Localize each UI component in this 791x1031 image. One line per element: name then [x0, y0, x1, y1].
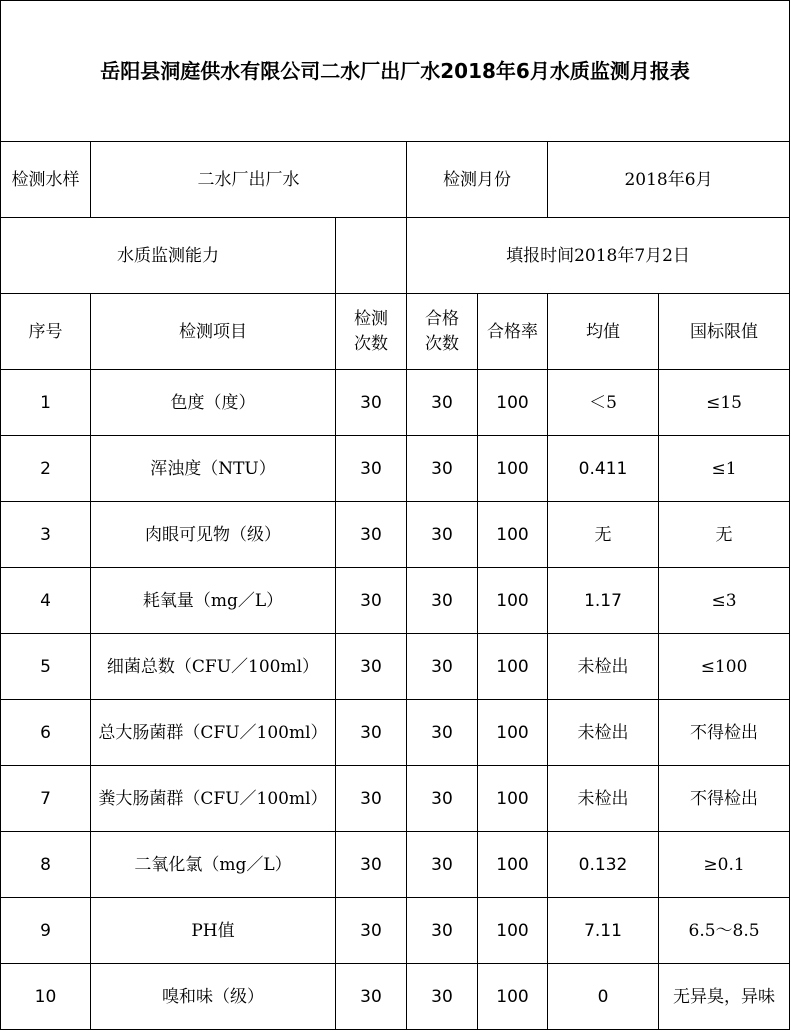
row-index: 7 — [1, 766, 91, 832]
row-index: 1 — [1, 370, 91, 436]
row-item: 细菌总数（CFU／100ml） — [91, 634, 336, 700]
row-passed: 30 — [407, 832, 478, 898]
header-tests: 检测次数 — [336, 294, 407, 370]
row-item: PH值 — [91, 898, 336, 964]
row-passed: 30 — [407, 436, 478, 502]
row-limit: 无异臭，异味 — [659, 964, 790, 1030]
row-item: 总大肠菌群（CFU／100ml） — [91, 700, 336, 766]
row-tests: 30 — [336, 700, 407, 766]
row-mean: 无 — [548, 502, 659, 568]
table-row — [1, 766, 790, 832]
row-tests: 30 — [336, 634, 407, 700]
row-rate: 100 — [478, 502, 548, 568]
row-tests: 30 — [336, 898, 407, 964]
row-mean: 未检出 — [548, 766, 659, 832]
row-limit: 不得检出 — [659, 766, 790, 832]
capability-value — [336, 218, 407, 294]
row-index: 10 — [1, 964, 91, 1030]
table-row — [1, 568, 790, 634]
header-index: 序号 — [1, 294, 91, 370]
row-passed: 30 — [407, 964, 478, 1030]
row-tests: 30 — [336, 502, 407, 568]
row-tests: 30 — [336, 964, 407, 1030]
row-limit: ≤3 — [659, 568, 790, 634]
row-item: 色度（度） — [91, 370, 336, 436]
row-rate: 100 — [478, 634, 548, 700]
row-item: 肉眼可见物（级） — [91, 502, 336, 568]
row-mean: 未检出 — [548, 634, 659, 700]
row-limit: 无 — [659, 502, 790, 568]
row-index: 8 — [1, 832, 91, 898]
row-passed: 30 — [407, 370, 478, 436]
row-rate: 100 — [478, 964, 548, 1030]
row-mean: ＜5 — [548, 370, 659, 436]
table-row — [1, 436, 790, 502]
row-tests: 30 — [336, 766, 407, 832]
table-row — [1, 964, 790, 1030]
header-limit: 国标限值 — [659, 294, 790, 370]
row-index: 6 — [1, 700, 91, 766]
sample-label: 检测水样 — [1, 142, 91, 218]
capability-label: 水质监测能力 — [1, 218, 336, 294]
row-rate: 100 — [478, 436, 548, 502]
row-limit: 不得检出 — [659, 700, 790, 766]
row-tests: 30 — [336, 568, 407, 634]
row-index: 2 — [1, 436, 91, 502]
table-row — [1, 898, 790, 964]
report-time: 填报时间2018年7月2日 — [407, 218, 790, 294]
header-passed: 合格次数 — [407, 294, 478, 370]
row-limit: ≥0.1 — [659, 832, 790, 898]
row-passed: 30 — [407, 898, 478, 964]
row-item: 嗅和味（级） — [91, 964, 336, 1030]
row-mean: 0.132 — [548, 832, 659, 898]
table-row — [1, 832, 790, 898]
row-rate: 100 — [478, 766, 548, 832]
row-item: 浑浊度（NTU） — [91, 436, 336, 502]
table-row — [1, 700, 790, 766]
row-index: 5 — [1, 634, 91, 700]
header-rate: 合格率 — [478, 294, 548, 370]
row-limit: ≤100 — [659, 634, 790, 700]
row-passed: 30 — [407, 634, 478, 700]
row-rate: 100 — [478, 898, 548, 964]
row-index: 3 — [1, 502, 91, 568]
row-mean: 未检出 — [548, 700, 659, 766]
header-item: 检测项目 — [91, 294, 336, 370]
row-mean: 0.411 — [548, 436, 659, 502]
row-passed: 30 — [407, 700, 478, 766]
row-mean: 1.17 — [548, 568, 659, 634]
table-row — [1, 370, 790, 436]
row-mean: 0 — [548, 964, 659, 1030]
column-header-row — [1, 294, 790, 370]
report-title: 岳阳县洞庭供水有限公司二水厂出厂水2018年6月水质监测月报表 — [1, 1, 790, 142]
month-value: 2018年6月 — [548, 142, 790, 218]
row-rate: 100 — [478, 832, 548, 898]
row-passed: 30 — [407, 502, 478, 568]
table-row — [1, 634, 790, 700]
month-label: 检测月份 — [407, 142, 548, 218]
row-index: 4 — [1, 568, 91, 634]
row-passed: 30 — [407, 568, 478, 634]
sample-value: 二水厂出厂水 — [91, 142, 407, 218]
row-item: 耗氧量（mg／L） — [91, 568, 336, 634]
row-tests: 30 — [336, 832, 407, 898]
row-item: 粪大肠菌群（CFU／100ml） — [91, 766, 336, 832]
header-mean: 均值 — [548, 294, 659, 370]
row-mean: 7.11 — [548, 898, 659, 964]
row-tests: 30 — [336, 370, 407, 436]
row-rate: 100 — [478, 370, 548, 436]
table-row — [1, 502, 790, 568]
row-limit: ≤15 — [659, 370, 790, 436]
row-rate: 100 — [478, 700, 548, 766]
row-limit: ≤1 — [659, 436, 790, 502]
row-tests: 30 — [336, 436, 407, 502]
row-passed: 30 — [407, 766, 478, 832]
row-limit: 6.5～8.5 — [659, 898, 790, 964]
row-item: 二氧化氯（mg／L） — [91, 832, 336, 898]
row-rate: 100 — [478, 568, 548, 634]
row-index: 9 — [1, 898, 91, 964]
